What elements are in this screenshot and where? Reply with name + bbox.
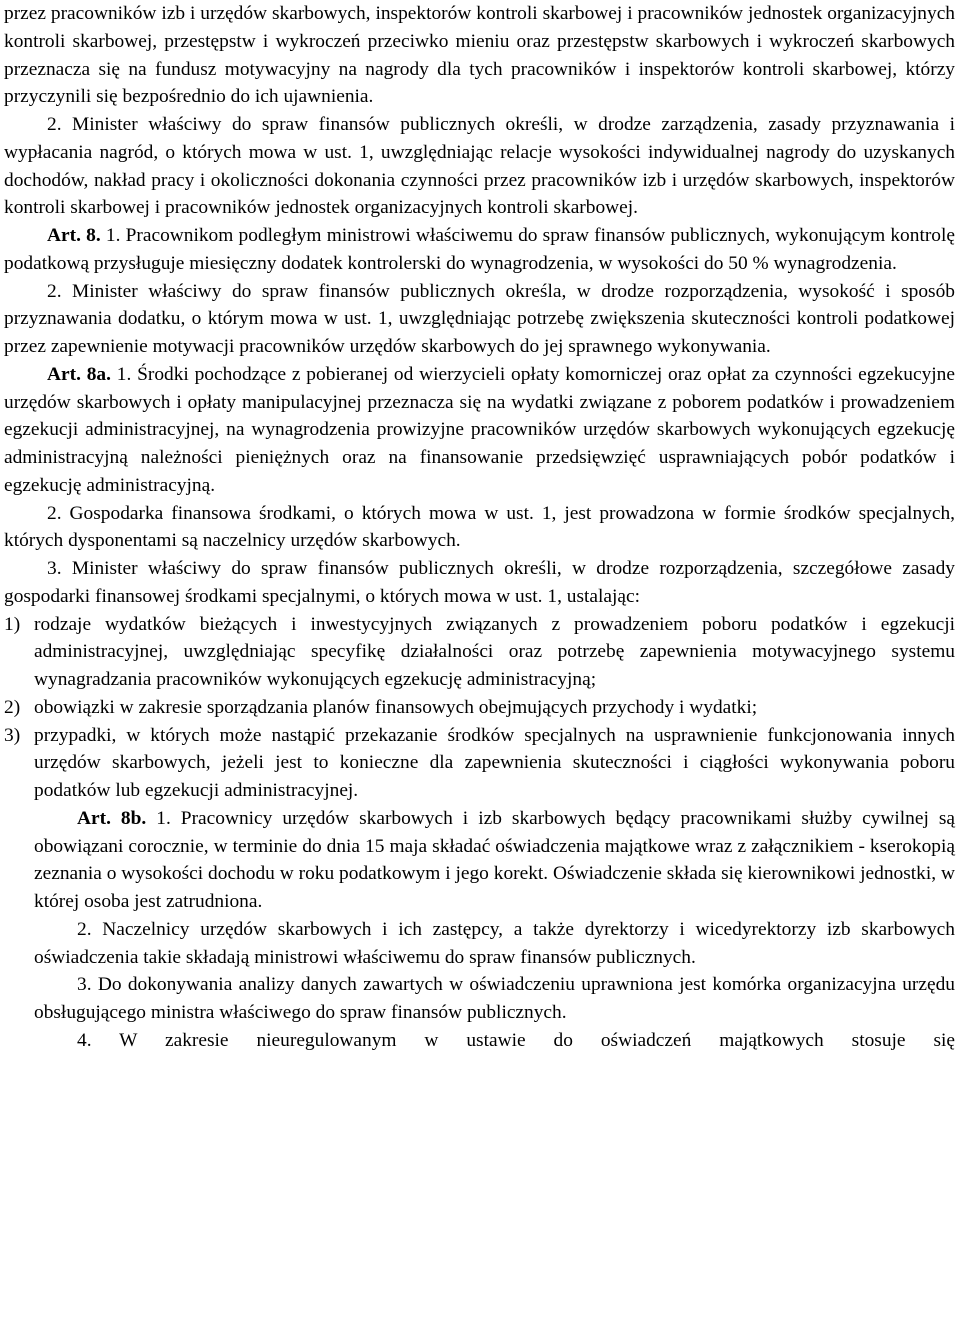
- art8b-ust1-text: 1. Pracownicy urzędów skarbowych i izb skarbowych będący pracownikami służby cywilnej są obowiązani corocznie, w terminie do dnia 15 maja składać oświadczenia majątkowe wraz z załącznikiem - kserokopią zeznania o wysokości dochodu w roku podatkowym i jego korekt. Oświadczenie składa się kierownikowi jednostki, w której osoba jest zatrudniona.: [34, 807, 955, 912]
- list-item: [4, 694, 955, 722]
- paragraph-art8-ust2: 2. Minister właściwy do spraw finansów publicznych określa, w drodze rozporządzenia, wysokość i sposób przyznawania dodatku, o którym mowa w ust. 1, uwzględniając potrzebę zwiększenia skuteczności kontroli podatkowej przez zapewnienie motywacji pracowników urzędów skarbowych do jej sprawnego wykonywania.: [4, 280, 955, 357]
- document-page: [4, 0, 955, 1055]
- paragraph-art8b-ust4: 4. W zakresie nieuregulowanym w ustawie do oświadczeń majątkowych stosuje się: [77, 1029, 955, 1051]
- article-label-art8b: Art. 8b.: [77, 807, 147, 829]
- paragraph-intro: przez pracowników izb i urzędów skarbowych, inspektorów kontroli skarbowej i pracowników jednostek organizacyjnych kontroli skarbowej, przestępstw i wykroczeń przeciwko mieniu oraz przestępstw skarbowych i wykroczeń skarbowych przeznacza się na fundusz motywacyjny na nagrody dla tych pracowników i inspektorów kontroli skarbowej, którzy przyczynili się bezpośrednio do ich ujawnienia.: [4, 3, 955, 108]
- article-label-art8: Art. 8.: [47, 225, 101, 246]
- paragraph-art8a-ust3: 3. Minister właściwy do spraw finansów publicznych określi, w drodze rozporządzenia, szczegółowe zasady gospodarki finansowej środkami specjalnymi, o których mowa w ust. 1, ustalając:: [4, 558, 955, 607]
- list-item: [4, 722, 955, 805]
- paragraph-art8b-ust1: [4, 805, 955, 916]
- paragraph-art7-ust2: 2. Minister właściwy do spraw finansów publicznych określi, w drodze zarządzenia, zasady przyznawania i wypłacania nagród, o których mowa w ust. 1, uwzględniając relacje wysokości indywidualnej nagrody do uzyskanych dochodów, nakład pracy i okoliczności dokonania czynności przez pracowników izb i urzędów skarbowych, inspektorów kontroli skarbowej i pracowników jednostek organizacyjnych kontroli skarbowej.: [4, 114, 955, 219]
- paragraph-art8b-ust2: 2. Naczelnicy urzędów skarbowych i ich zastępcy, a także dyrektorzy i wicedyrektorzy izb skarbowych oświadczenia takie składają ministrowi właściwemu do spraw finansów publicznych.: [34, 918, 955, 968]
- list-item: [4, 611, 955, 694]
- paragraph-art8b-ust3: 3. Do dokonywania analizy danych zawartych w oświadczeniu uprawniona jest komórka organizacyjna urzędu obsługującego ministra właściwego do spraw finansów publicznych.: [34, 974, 955, 1023]
- list-item-number: 3): [4, 724, 21, 746]
- paragraph-art8-ust1: [4, 222, 955, 278]
- paragraph-art8a-ust1: [4, 361, 955, 500]
- list-item-text: rodzaje wydatków bieżących i inwestycyjnych związanych z prowadzeniem poboru podatków i egzekucji administracyjnej, uwzględniając specyfikę działalności oraz potrzebę zapewnienia motywacyjnego systemu wynagradzania pracowników wykonujących egzekucję administracyjną;: [34, 613, 955, 690]
- art8a-ust1-text: 1. Środki pochodzące z pobieranej od wierzycieli opłaty komorniczej oraz opłat za czynności egzekucyjne urzędów skarbowych i opłaty manipulacyjnej przeznacza się na wydatki związane z poborem podatków i prowadzeniem egzekucji administracyjnej, na wynagrodzenia prowizyjne pracowników urzędów skarbowych wykonujących egzekucję administracyjną należności pieniężnych oraz na finansowanie przedsięwzięć usprawniających pobór podatków i egzekucję administracyjną.: [4, 363, 955, 496]
- art8-ust1-text: 1. Pracownikom podległym ministrowi właściwemu do spraw finansów publicznych, wykonującym kontrolę podatkową przysługuje miesięczny dodatek kontrolerski do wynagrodzenia, w wysokości do 50 % wynagrodzenia.: [4, 225, 955, 274]
- list-item-text: przypadki, w których może nastąpić przekazanie środków specjalnych na usprawnienie funkcjonowania innych urzędów skarbowych, jeżeli jest to konieczne dla zapewnienia skuteczności i ciągłości wykonywania poboru podatków lub egzekucji administracyjnej.: [34, 724, 955, 801]
- list-item-number: 1): [4, 613, 21, 635]
- list-item-number: 2): [4, 696, 21, 718]
- list-item-text: obowiązki w zakresie sporządzania planów finansowych obejmujących przychody i wydatki;: [34, 696, 758, 718]
- article-label-art8a: Art. 8a.: [47, 363, 111, 385]
- paragraph-art8a-ust2: 2. Gospodarka finansowa środkami, o których mowa w ust. 1, jest prowadzona w formie środków specjalnych, których dysponentami są naczelnicy urzędów skarbowych.: [4, 502, 955, 552]
